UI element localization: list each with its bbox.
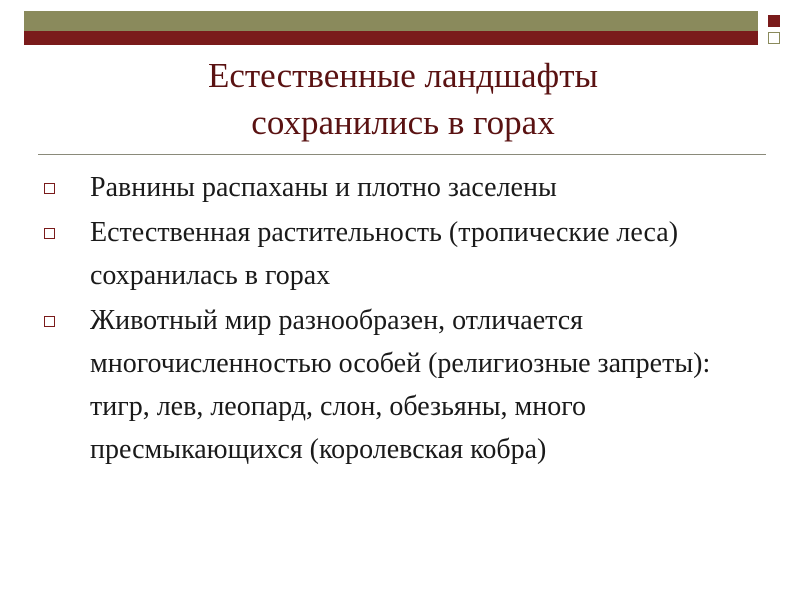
bullet-text: Естественная растительность (тропические леса) сохранилась в горах: [90, 217, 679, 291]
bullet-list: [44, 166, 764, 473]
corner-square-outline-icon: [768, 32, 780, 44]
bullet-item: [44, 299, 764, 471]
square-bullet-icon: [44, 183, 55, 194]
header-band-olive: [24, 11, 758, 31]
bullet-text: Равнины распаханы и плотно заселены: [90, 172, 557, 203]
slide-title-line-1: Естественные ландшафты: [207, 56, 599, 95]
corner-square-filled-icon: [768, 15, 780, 27]
bullet-item: [44, 166, 764, 209]
bullet-item: [44, 211, 764, 297]
slide-title: [40, 52, 766, 146]
header-band-maroon: [24, 31, 758, 45]
square-bullet-icon: [44, 316, 55, 327]
slide-title-line-2: сохранились в горах: [251, 103, 555, 142]
square-bullet-icon: [44, 228, 55, 239]
bullet-text: Животный мир разнообразен, отличается многочисленностью особей (религиозные запреты): тигр, лев, леопард, слон, обезьяны, много пресмыкающихся (королевская кобра): [90, 305, 711, 465]
title-divider: [38, 154, 766, 155]
